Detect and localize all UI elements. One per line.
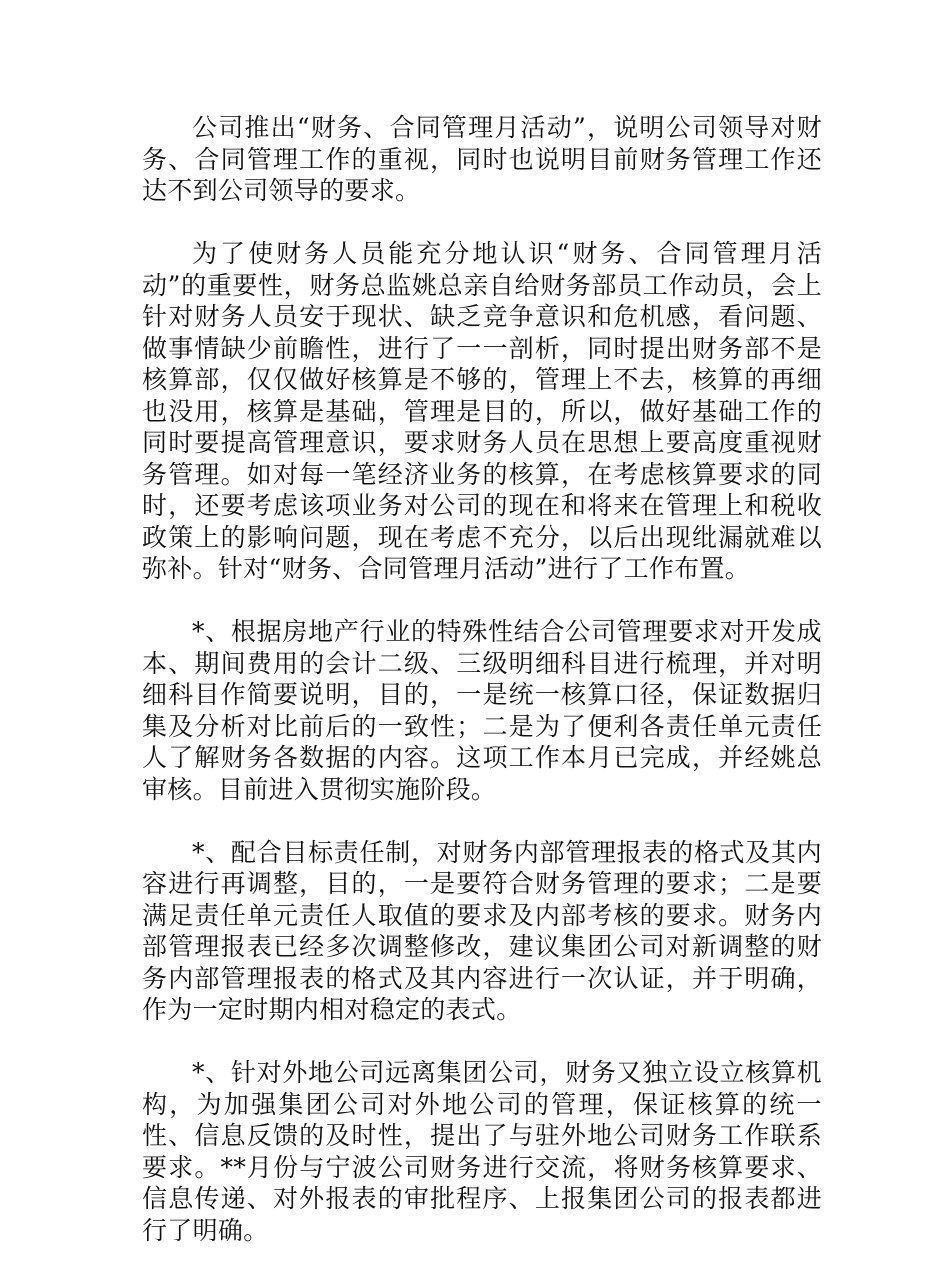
- document-body: [142, 112, 822, 1278]
- paragraph-mobilization: 为了使财务人员能充分地认识“财务、合同管理月活动”的重要性，财务总监姚总亲自给财务部员工作动员，会上针对财务人员安于现状、缺乏竞争意识和危机感，看问题、做事情缺少前瞻性，进行了一一剖析，同时提出财务部不是核算部，仅仅做好核算是不够的，管理上不去，核算的再细也没用，核算是基础，管理是目的，所以，做好基础工作的同时要提高管理意识，要求财务人员在思想上要高度重视财务管理。如对每一笔经济业务的核算，在考虑核算要求的同时，还要考虑该项业务对公司的现在和将来在管理上和税收政策上的影响问题，现在考虑不充分，以后出现纰漏就难以弥补。针对“财务、合同管理月活动”进行了工作布置。: [142, 239, 822, 583]
- paragraph-intro: 公司推出“财务、合同管理月活动”，说明公司领导对财务、合同管理工作的重视，同时也说明目前财务管理工作还达不到公司领导的要求。: [142, 113, 822, 205]
- paragraph-item-reports: *、配合目标责任制，对财务内部管理报表的格式及其内容进行再调整，目的，一是要符合财务管理的要求；二是要满足责任单元责任人取值的要求及内部考核的要求。财务内部管理报表已经多次调整修改，建议集团公司对新调整的财务内部管理报表的格式及其内容进行一次认证，并于明确，作为一定时期内相对稳定的表式。: [142, 837, 822, 1024]
- paragraph-item-accounts: *、根据房地产行业的特殊性结合公司管理要求对开发成本、期间费用的会计二级、三级明细科目进行梳理，并对明细科目作简要说明，目的，一是统一核算口径，保证数据归集及分析对比前后的一致性；二是为了便利各责任单元责任人了解财务各数据的内容。这项工作本月已完成，并经姚总审核。目前进入贯彻实施阶段。: [142, 617, 822, 804]
- paragraph-item-branches: *、针对外地公司远离集团公司，财务又独立设立核算机构，为加强集团公司对外地公司的管理，保证核算的统一性、信息反馈的及时性，提出了与驻外地公司财务工作联系要求。**月份与宁波公司财务进行交流，将财务核算要求、信息传递、对外报表的审批程序、上报集团公司的报表都进行了明确。: [142, 1058, 822, 1245]
